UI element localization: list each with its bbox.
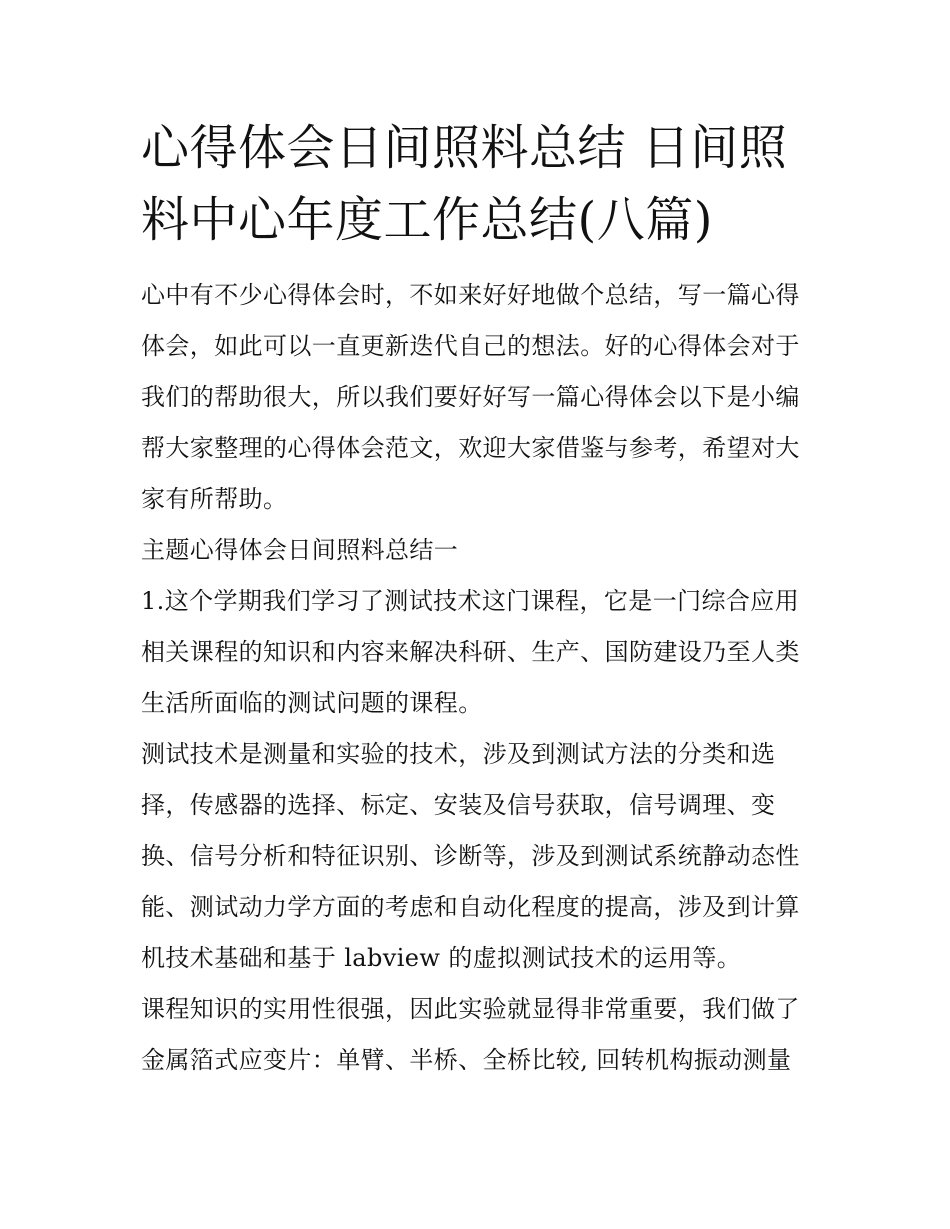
body-paragraph — [141, 984, 817, 1086]
document-content — [141, 112, 817, 1086]
body-paragraph — [141, 729, 817, 984]
text-line: 机技术基础和基于 labview 的虚拟测试技术的运用等。 — [141, 944, 742, 972]
text-line: 测试技术是测量和实验的技术，涉及到测试方法的分类和选 — [141, 740, 776, 768]
text-line: 换、信号分析和特征识别、诊断等，涉及到测试系统静动态性 — [141, 842, 800, 870]
title-line: 料中心年度工作总结(八篇) — [141, 192, 713, 248]
text-line: 心中有不少心得体会时，不如来好好地做个总结，写一篇心得 — [141, 281, 800, 309]
body-paragraph — [141, 576, 817, 729]
document-body — [141, 270, 817, 1086]
text-line: 家有所帮助。 — [141, 485, 288, 513]
text-line: 择，传感器的选择、标定、安装及信号获取，信号调理、变 — [141, 791, 776, 819]
intro-paragraph — [141, 270, 817, 525]
text-line: 相关课程的知识和内容来解决科研、生产、国防建设乃至人类 — [141, 638, 800, 666]
text-line: 1.这个学期我们学习了测试技术这门课程，它是一门综合应用 — [141, 587, 800, 615]
text-line: 能、测试动力学方面的考虑和自动化程度的提高，涉及到计算 — [141, 893, 800, 921]
text-line: 体会，如此可以一直更新迭代自己的想法。好的心得体会对于 — [141, 332, 800, 360]
text-line: 帮大家整理的心得体会范文，欢迎大家借鉴与参考，希望对大 — [141, 434, 800, 462]
text-line: 金属箔式应变片：单臂、半桥、全桥比较, 回转机构振动测量 — [141, 1046, 792, 1074]
text-line: 生活所面临的测试问题的课程。 — [141, 689, 483, 717]
document-title — [141, 112, 817, 256]
title-line: 心得体会日间照料总结 日间照 — [141, 120, 788, 176]
section-heading — [141, 525, 817, 576]
text-line: 课程知识的实用性很强，因此实验就显得非常重要，我们做了 — [141, 995, 800, 1023]
text-line: 主题心得体会日间照料总结一 — [141, 536, 459, 564]
text-line: 我们的帮助很大，所以我们要好好写一篇心得体会以下是小编 — [141, 383, 800, 411]
